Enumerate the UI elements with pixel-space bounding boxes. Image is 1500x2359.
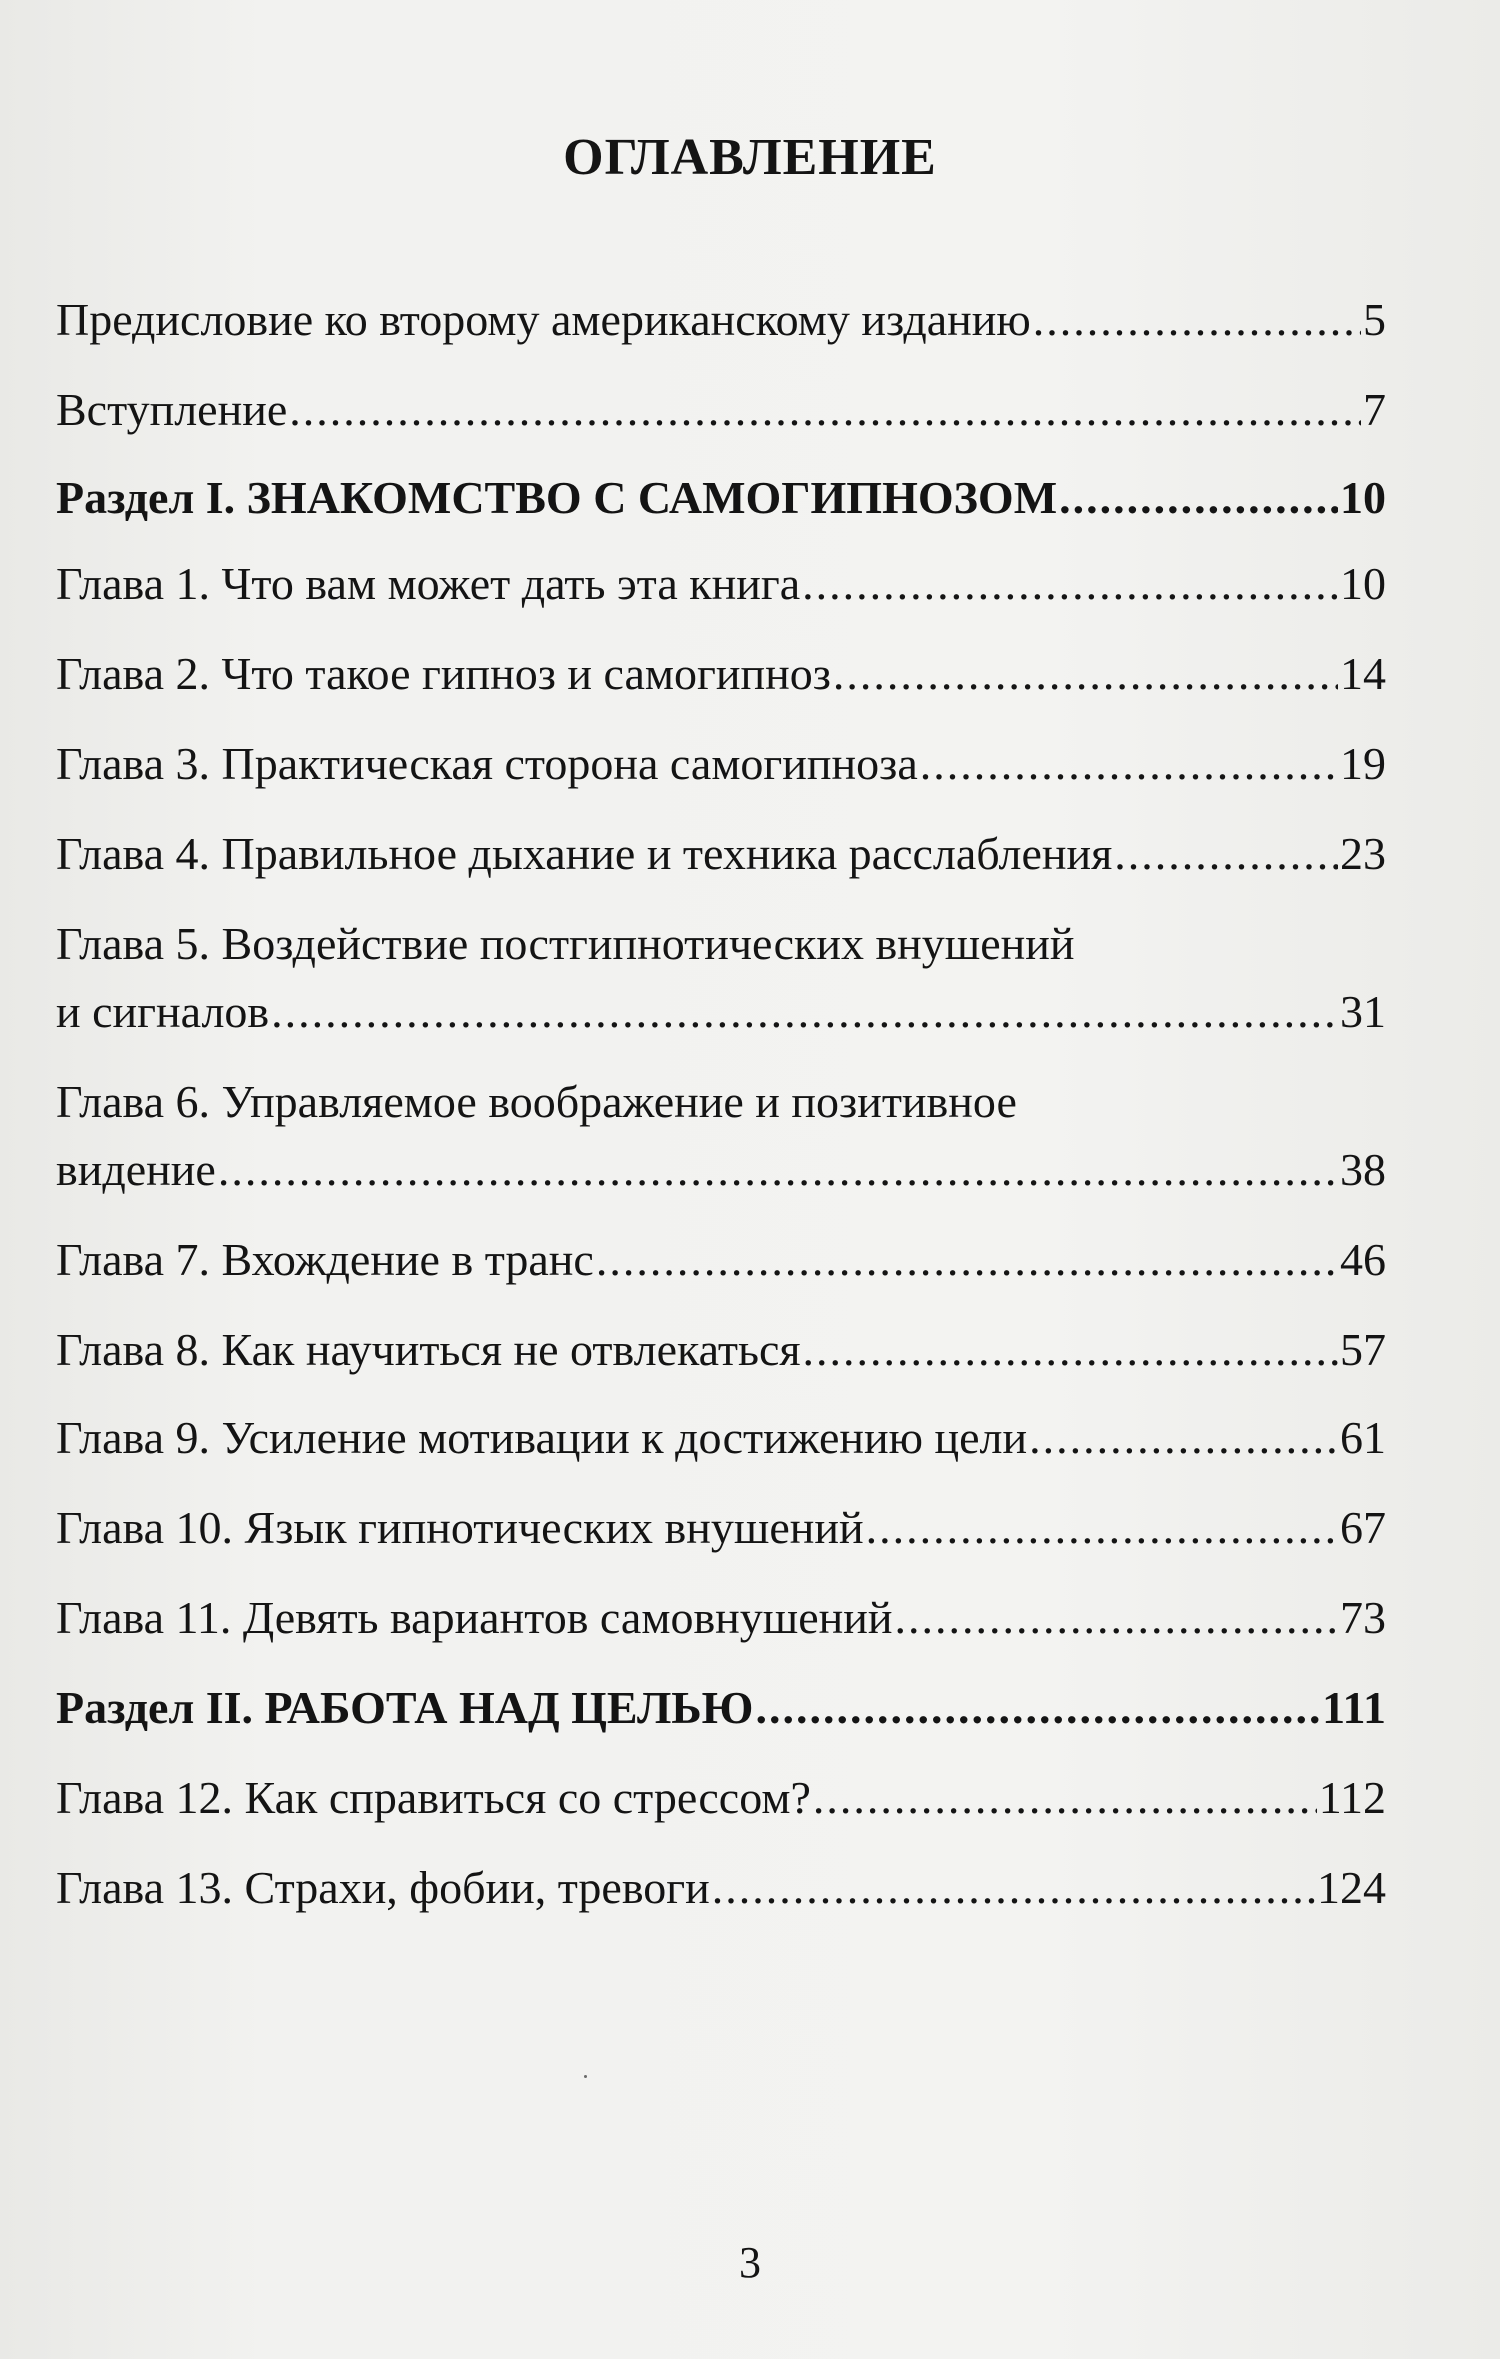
dot-leader [813,1770,1317,1826]
toc-entry-chapter-12 [56,1770,1386,1826]
dot-leader [289,382,1361,438]
toc-entry-chapter-6 [56,1142,1386,1198]
toc-entry-chapter-5 [56,984,1386,1040]
toc-entry-chapter-4 [56,826,1386,882]
toc-entry-chapter-6-line1: Глава 6. Управляемое воображение и позитивное [56,1076,1017,1127]
toc-entry-page: 19 [1340,738,1386,789]
toc-entry-chapter-11 [56,1590,1386,1646]
toc-entry-page: 57 [1340,1324,1386,1375]
toc-entry-chapter-5-line1: Глава 5. Воздействие постгипнотических внушений [56,918,1075,969]
dot-leader [218,1142,1338,1198]
toc-entry-page: 31 [1340,986,1386,1037]
toc-entry-page: 61 [1340,1412,1386,1463]
toc-entry-page: 124 [1317,1862,1386,1913]
toc-entry-label: Вступление [56,384,288,435]
toc-entry-label: Глава 1. Что вам может дать эта книга [56,558,801,609]
toc-entry-chapter-8 [56,1322,1386,1378]
toc-entry-label: Глава 10. Язык гипнотических внушений [56,1502,864,1553]
dot-leader [866,1500,1338,1556]
toc-entry-intro [56,382,1386,438]
toc-entry-page: 23 [1340,828,1386,879]
dot-leader [920,736,1338,792]
toc-entry-label: Глава 11. Девять вариантов самовнушений [56,1592,893,1643]
dot-leader [833,646,1338,702]
toc-entry-page: 7 [1363,384,1386,435]
toc-entry-page: 14 [1340,648,1386,699]
page-number: 3 [739,2238,761,2287]
dot-leader [1114,826,1338,882]
dot-leader [803,1322,1338,1378]
dot-leader [1059,470,1338,526]
toc-entry-label: Глава 12. Как справиться со стрессом? [56,1772,811,1823]
toc-entry-page: 38 [1340,1144,1386,1195]
toc-entry-page: 5 [1363,294,1386,345]
dot-leader [1029,1410,1338,1466]
toc-entry-preface [56,292,1386,348]
toc-entry-page: 10 [1340,472,1386,523]
toc-entry-page: 10 [1340,558,1386,609]
dot-leader [596,1232,1338,1288]
toc-entry-page: 112 [1318,1772,1386,1823]
toc-entry-label: Раздел I. ЗНАКОМСТВО С САМОГИПНОЗОМ [56,472,1058,523]
toc-entry-label: и сигналов [56,986,270,1037]
toc-entry-chapter-2 [56,646,1386,702]
toc-entry-label: Глава 3. Практическая сторона самогипноза [56,738,918,789]
toc-entry-label: Глава 7. Вхождение в транс [56,1234,594,1285]
toc-entry-chapter-10 [56,1500,1386,1556]
toc-entry-label: Раздел II. РАБОТА НАД ЦЕЛЬЮ [56,1682,754,1733]
toc-entry-page: 46 [1340,1234,1386,1285]
toc-entry-page: 111 [1322,1682,1386,1733]
toc-entry-chapter-13 [56,1860,1386,1916]
dot-leader [894,1590,1338,1646]
toc-entry-label: Глава 2. Что такое гипноз и самогипноз [56,648,831,699]
dot-leader [755,1680,1320,1736]
toc-section-2 [56,1680,1386,1736]
dot-leader [712,1860,1315,1916]
toc-entry-chapter-1 [56,556,1386,612]
dot-leader [802,556,1338,612]
toc-entry-label: Глава 8. Как научиться не отвлекаться [56,1324,801,1375]
toc-entry-chapter-9 [56,1410,1386,1466]
print-speck [584,2075,587,2078]
toc-section-1 [56,470,1386,526]
toc-entry-page: 73 [1340,1592,1386,1643]
toc-title: ОГЛАВЛЕНИЕ [563,129,937,186]
toc-entry-label: видение [56,1144,216,1195]
toc-entry-label: Глава 9. Усиление мотивации к достижению цели [56,1412,1028,1463]
toc-entry-chapter-3 [56,736,1386,792]
toc-entry-page: 67 [1340,1502,1386,1553]
toc-entry-label: Глава 4. Правильное дыхание и техника расслабления [56,828,1113,879]
toc-entry-label: Глава 13. Страхи, фобии, тревоги [56,1862,710,1913]
toc-entry-chapter-7 [56,1232,1386,1288]
dot-leader [1033,292,1361,348]
dot-leader [271,984,1338,1040]
toc-entry-label: Предисловие ко второму американскому изданию [56,294,1031,345]
